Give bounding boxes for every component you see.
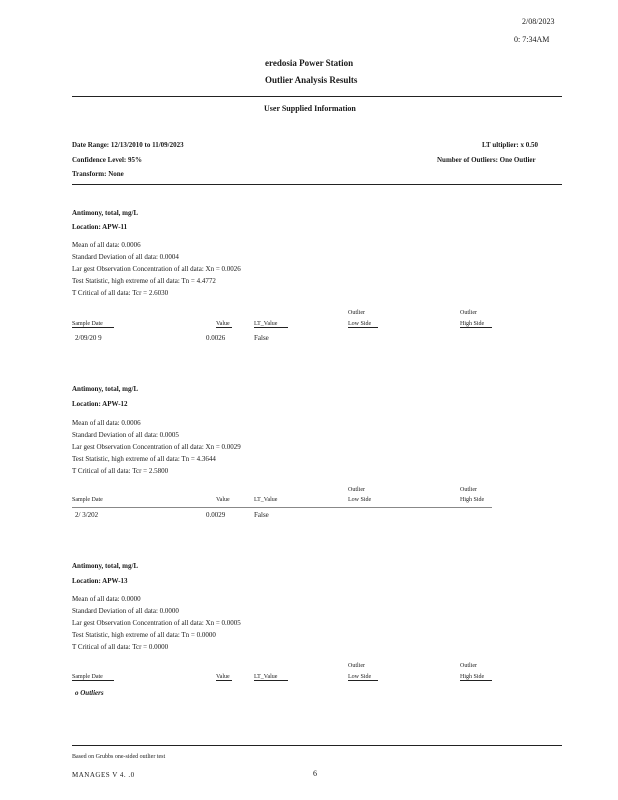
station-name: eredosia Power Station bbox=[265, 58, 354, 68]
location-label: Location: APW-11 bbox=[72, 223, 128, 231]
col-value: Value bbox=[216, 674, 232, 681]
col-value: Value bbox=[216, 321, 232, 328]
t-critical-stat: T Critical of all data: Tcr = 0.0000 bbox=[72, 643, 169, 651]
col-outlier-high-label: Outlier bbox=[460, 663, 477, 669]
largest-observation-stat: Lar gest Observation Concentration of all data: Xn = 0.0005 bbox=[72, 619, 241, 627]
stdev-stat: Standard Deviation of all data: 0.0005 bbox=[72, 431, 179, 439]
mean-stat: Mean of all data: 0.0006 bbox=[72, 419, 141, 427]
section-title: User Supplied Information bbox=[264, 104, 356, 113]
row-value: 0.0026 bbox=[206, 334, 226, 342]
report-time: 0: 7:34AM bbox=[514, 35, 550, 44]
test-statistic: Test Statistic, high extreme of all data: Tn = 4.3644 bbox=[72, 455, 216, 463]
col-high-side: High Side bbox=[460, 321, 492, 328]
stdev-stat: Standard Deviation of all data: 0.0004 bbox=[72, 253, 179, 261]
transform: Transform: None bbox=[72, 170, 124, 178]
software-version: MANAGES V 4. .0 bbox=[72, 771, 135, 779]
number-of-outliers: Number of Outliers: One Outlier bbox=[437, 156, 536, 164]
col-value: Value bbox=[216, 497, 230, 503]
col-low-side: Low Side bbox=[348, 321, 378, 328]
analyte-name: Antimony, total, mg/L bbox=[72, 209, 139, 217]
row-sample-date: 2/ 3/202 bbox=[75, 511, 99, 519]
col-outlier-high-label: Outlier bbox=[460, 310, 477, 316]
page-number: 6 bbox=[313, 769, 317, 778]
col-low-side: Low Side bbox=[348, 674, 378, 681]
largest-observation-stat: Lar gest Observation Concentration of all data: Xn = 0.0026 bbox=[72, 265, 241, 273]
col-lt-value: LT_Value bbox=[254, 321, 288, 328]
t-critical-stat: T Critical of all data: Tcr = 2.6030 bbox=[72, 289, 169, 297]
test-statistic: Test Statistic, high extreme of all data: Tn = 0.0000 bbox=[72, 631, 216, 639]
date-range: Date Range: 12/13/2010 to 11/09/2023 bbox=[72, 141, 184, 149]
analyte-name: Antimony, total, mg/L bbox=[72, 385, 139, 393]
col-sample-date: Sample Date bbox=[72, 497, 103, 503]
report-title: Outlier Analysis Results bbox=[265, 75, 358, 85]
test-statistic: Test Statistic, high extreme of all data: Tn = 4.4772 bbox=[72, 277, 216, 285]
footer-note: Based on Grubbs one-sided outlier test bbox=[72, 754, 166, 760]
largest-observation-stat: Lar gest Observation Concentration of all data: Xn = 0.0029 bbox=[72, 443, 241, 451]
col-sample-date: Sample Date bbox=[72, 321, 114, 328]
analyte-name: Antimony, total, mg/L bbox=[72, 562, 139, 570]
col-lt-value: LT_Value bbox=[254, 674, 288, 681]
location-label: Location: APW-12 bbox=[72, 400, 128, 408]
lt-multiplier: LT ultiplier: x 0.50 bbox=[482, 141, 539, 149]
col-outlier-low-label: Outlier bbox=[348, 487, 365, 493]
col-outlier-high-label: Outlier bbox=[460, 487, 477, 493]
stdev-stat: Standard Deviation of all data: 0.0000 bbox=[72, 607, 179, 615]
t-critical-stat: T Critical of all data: Tcr = 2.5800 bbox=[72, 467, 169, 475]
footer-divider bbox=[72, 745, 562, 746]
header-divider bbox=[72, 96, 562, 97]
row-lt-value: False bbox=[254, 511, 269, 519]
row-lt-value: False bbox=[254, 334, 269, 342]
mean-stat: Mean of all data: 0.0000 bbox=[72, 595, 141, 603]
col-outlier-low-label: Outlier bbox=[348, 663, 365, 669]
col-high-side: High Side bbox=[460, 497, 485, 503]
location-label: Location: APW-13 bbox=[72, 577, 128, 585]
col-low-side: Low Side bbox=[348, 497, 372, 503]
info-divider bbox=[72, 184, 562, 185]
col-lt-value: LT_Value bbox=[254, 497, 278, 503]
row-sample-date: 2/09/20 9 bbox=[75, 334, 102, 342]
column-divider bbox=[72, 507, 492, 508]
report-date: 2/08/2023 bbox=[522, 17, 555, 26]
col-outlier-low-label: Outlier bbox=[348, 310, 365, 316]
col-sample-date: Sample Date bbox=[72, 674, 114, 681]
confidence-level: Confidence Level: 95% bbox=[72, 156, 142, 164]
no-outliers-note: o Outliers bbox=[75, 689, 104, 697]
row-value: 0.0029 bbox=[206, 511, 226, 519]
mean-stat: Mean of all data: 0.0006 bbox=[72, 241, 141, 249]
col-high-side: High Side bbox=[460, 674, 492, 681]
